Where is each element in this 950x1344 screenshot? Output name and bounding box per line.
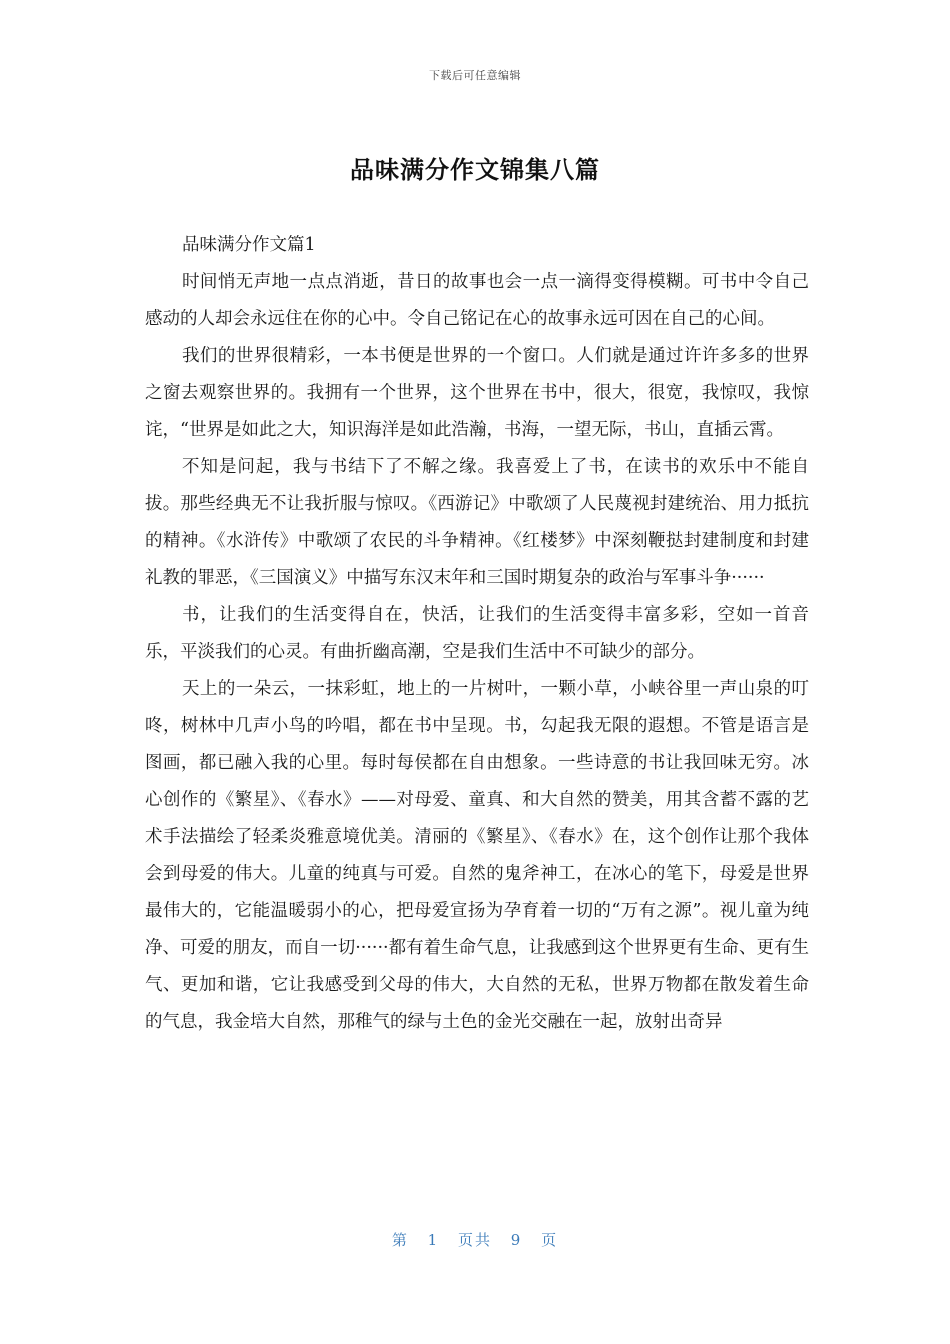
section-heading: 品味满分作文篇1 (182, 235, 316, 255)
footer-middle: 页共 (457, 1231, 492, 1249)
paragraph: 书，让我们的生活变得自在，快活，让我们的生活变得丰富多彩，空如一首音乐，平淡我们的心灵。有曲折幽高潮，空是我们生活中不可缺少的部分。 (145, 605, 809, 662)
header-note: 下载后可任意编辑 (429, 69, 521, 82)
document-title: 品味满分作文锦集八篇 (350, 156, 600, 184)
paragraph: 时间悄无声地一点点消逝，昔日的故事也会一点一滴得变得模糊。可书中令自己感动的人却会永远住在你的心中。令自己铭记在心的故事永远可因在自己的心间。 (145, 272, 809, 329)
footer-prefix: 第 (391, 1231, 409, 1249)
document-body (145, 227, 809, 1041)
current-page-number: 1 (427, 1231, 440, 1249)
footer-suffix: 页 (541, 1231, 559, 1249)
total-page-count: 9 (510, 1231, 523, 1249)
paragraph: 天上的一朵云，一抹彩虹，地上的一片树叶，一颗小草，小峡谷里一声山泉的叮咚，树林中几声小鸟的吟唱，都在书中呈现。书，勾起我无限的遐想。不管是语言是图画，都已融入我的心里。每时每侯都在自由想象。一些诗意的书让我回味无穷。冰心创作的《繁星》、《春水》——对母爱、童真、和大自然的赞美，用其含蓄不露的艺术手法描绘了轻柔炎雅意境优美。清丽的《繁星》、《春水》在，这个创作让那个我体会到母爱的伟大。儿童的纯真与可爱。自然的鬼斧神工，在冰心的笔下，母爱是世界最伟大的，它能温暖弱小的心，把母爱宣扬为孕育着一切的“万有之源”。视儿童为纯净、可爱的朋友，而自一切······都有着生命气息，让我感到这个世界更有生命、更有生气、更加和谐，它让我感受到父母的伟大，大自然的无私，世界万物都在散发着生命的气息，我金培大自然，那稚气的绿与土色的金光交融在一起，放射出奇异 (145, 679, 809, 1032)
paragraph: 我们的世界很精彩，一本书便是世界的一个窗口。人们就是通过许许多多的世界之窗去观察世界的。我拥有一个世界，这个世界在书中，很大，很宽，我惊叹，我惊诧，“世界是如此之大，知识海洋是如此浩瀚，书海，一望无际，书山，直插云霄。 (145, 346, 809, 440)
page-number-footer (0, 1229, 950, 1250)
paragraph: 不知是问起，我与书结下了不解之缘。我喜爱上了书，在读书的欢乐中不能自拔。那些经典无不让我折服与惊叹。《西游记》中歌颂了人民蔑视封建统治、用力抵抗的精神。《水浒传》中歌颂了农民的斗争精神。《红楼梦》中深刻鞭挞封建制度和封建礼教的罪恶，《三国演义》中描写东汉末年和三国时期复杂的政治与军事斗争······ (145, 457, 809, 588)
